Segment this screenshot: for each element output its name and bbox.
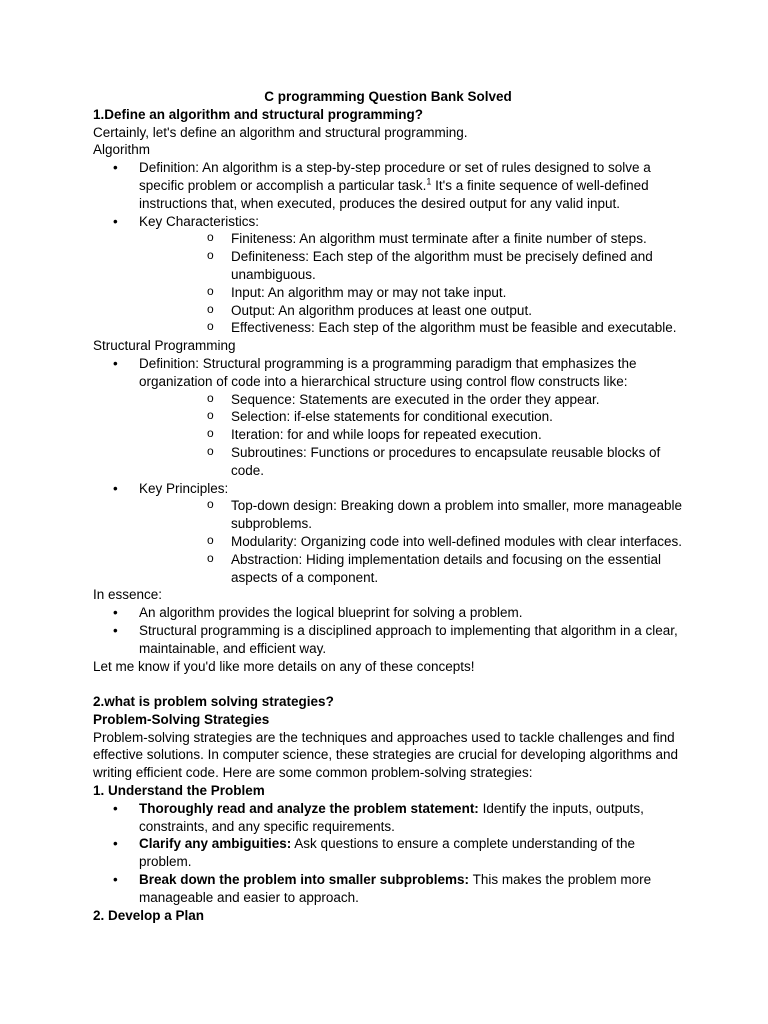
algorithm-definition-text-continued: It's a finite sequence of well-defined instructions that, when executed, produces the desired output for any valid input.	[139, 177, 649, 211]
algorithm-definition-label: Definition:	[139, 160, 200, 176]
question-2-subheading: Problem-Solving Strategies	[93, 711, 270, 727]
construct-item: o Subroutines: Functions or procedures to encapsulate reusable blocks of code.	[139, 444, 683, 480]
document-title: C programming Question Bank Solved	[264, 89, 512, 104]
key-characteristics-item	[93, 213, 683, 338]
step-1-item	[93, 871, 683, 907]
characteristic-item: o Effectiveness: Each step of the algorithm must be feasible and executable.	[139, 319, 683, 337]
step-1-item-text: Identify the inputs, outputs, constraints, and any specific requirements.	[139, 800, 644, 834]
question-1-heading: 1.Define an algorithm and structural programming?	[93, 106, 424, 122]
step-1-item	[93, 835, 683, 871]
principle-item: o Modularity: Organizing code into well-defined modules with clear interfaces.	[139, 533, 683, 551]
step-1-item-bold: Thoroughly read and analyze the problem statement:	[139, 800, 479, 816]
blank-line	[93, 675, 683, 693]
algorithm-definition-item	[93, 159, 683, 212]
question-1-intro: Certainly, let's define an algorithm and structural programming.	[93, 124, 468, 140]
closing-line: Let me know if you'd like more details on any of these concepts!	[93, 658, 475, 674]
sp-definition-text: Definition: Structural programming is a programming paradigm that emphasizes the organization of code into a hierarchical structure using control flow constructs like:	[139, 355, 637, 389]
question-2-heading: 2.what is problem solving strategies?	[93, 694, 334, 710]
characteristic-item: o Input: An algorithm may or may not take input.	[139, 284, 683, 302]
question-2-intro: Problem-solving strategies are the techniques and approaches used to tackle challenges and find effective solutions. In computer science, these strategies are crucial for developing algorithms and writing efficient code. Here are some common problem-solving strategies:	[93, 729, 679, 781]
construct-item: o Iteration: for and while loops for repeated execution.	[139, 426, 683, 444]
construct-item: o Selection: if-else statements for conditional execution.	[139, 408, 683, 426]
structural-programming-heading: Structural Programming	[93, 338, 236, 354]
essence-item: • An algorithm provides the logical blueprint for solving a problem.	[93, 604, 683, 622]
essence-list	[93, 604, 683, 657]
constructs-list	[139, 391, 683, 480]
essence-heading: In essence:	[93, 587, 163, 603]
step-1-item	[93, 800, 683, 836]
characteristic-item: o Finiteness: An algorithm must terminate after a finite number of steps.	[139, 230, 683, 248]
step-1-list	[93, 800, 683, 907]
principle-item: o Abstraction: Hiding implementation details and focusing on the essential aspects of a component.	[139, 551, 683, 587]
step-1-heading: 1. Understand the Problem	[93, 783, 265, 799]
essence-item: • Structural programming is a disciplined approach to implementing that algorithm in a clear, maintainable, and efficient way.	[93, 622, 683, 658]
document-body	[93, 88, 683, 924]
key-characteristics-label: Key Characteristics:	[139, 213, 260, 229]
footnote-marker[interactable]: 1	[426, 176, 432, 187]
construct-item: o Sequence: Statements are executed in the order they appear.	[139, 391, 683, 409]
principle-item: o Top-down design: Breaking down a problem into smaller, more manageable subproblems.	[139, 497, 683, 533]
algorithm-heading: Algorithm	[93, 142, 151, 158]
step-2-heading: 2. Develop a Plan	[93, 907, 205, 923]
characteristic-item: o Output: An algorithm produces at least one output.	[139, 302, 683, 320]
algorithm-definition-text: An algorithm is a step-by-step procedure or set of rules designed to solve a specific problem or accomplish a particular task.	[139, 160, 651, 193]
step-1-item-bold: Clarify any ambiguities:	[139, 836, 292, 852]
step-1-item-text: Ask questions to ensure a complete understanding of the problem.	[139, 836, 636, 870]
structural-programming-list	[93, 355, 683, 586]
characteristics-list	[139, 230, 683, 337]
characteristic-item: o Definiteness: Each step of the algorithm must be precisely defined and unambiguous.	[139, 248, 683, 284]
step-1-item-bold: Break down the problem into smaller subproblems:	[139, 872, 470, 888]
sp-definition-item	[93, 355, 683, 480]
step-1-item-text: This makes the problem more manageable and easier to approach.	[139, 872, 652, 905]
key-principles-item	[93, 480, 683, 587]
key-principles-label: Key Principles:	[139, 480, 229, 496]
principles-list	[139, 497, 683, 586]
algorithm-list	[93, 159, 683, 337]
